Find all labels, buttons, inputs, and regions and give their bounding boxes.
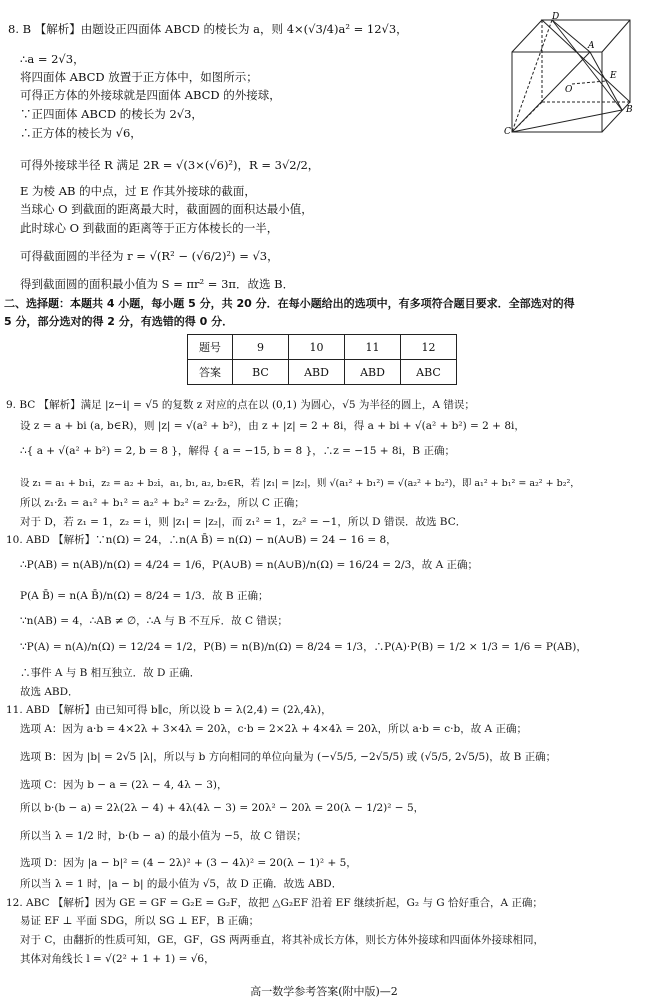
cube-back-edges bbox=[542, 20, 630, 102]
section-heading-cont: 5 分，部分选对的得 2 分，有选错的得 0 分． bbox=[4, 315, 234, 328]
q10-line-3: P(A B̄) = n(A B̄)/n(Ω) = 8/24 = 1/3．故 B 正确； bbox=[20, 590, 269, 602]
q8-line-11: 可得截面圆的半径为 r = √(R² − (√6/2)²) = √3， bbox=[20, 249, 279, 263]
q11-line-8: 所以当 λ = 1 时，|a − b| 的最小值为 √5，故 D 正确．故选 ABD． bbox=[20, 878, 343, 890]
q8-line-10: 此时球心 O 到截面的距离等于正方体棱长的一半， bbox=[20, 221, 279, 235]
q9-line-1: 9. BC 【解析】满足 |z−i| = √5 的复数 z 对应的点在以 (0,1) 为圆心，√5 为半径的圆上，A 错误； bbox=[6, 399, 475, 411]
table-cell: 11 bbox=[345, 335, 401, 360]
label-a: A bbox=[588, 41, 595, 51]
q11-line-7: 选项 D：因为 |a − b|² = (4 − 2λ)² + (3 − 4λ)² = 20(λ − 1)² + 5， bbox=[20, 857, 357, 869]
q8-line-12: 得到截面圆的面积最小值为 S = πr² = 3π．故选 B． bbox=[20, 277, 295, 291]
q12-line-3: 对于 C，由翻折的性质可知，GE，GF，GS 两两垂直，将其补成长方体，则长方体外接球和四面体外接球相同， bbox=[20, 934, 545, 946]
q8-line-7: 可得外接球半径 R 满足 2R = √(3×(√6)²)，R = 3√2/2， bbox=[20, 158, 320, 172]
tetra-edge-db bbox=[552, 20, 622, 110]
q10-line-5: ∵P(A) = n(A)/n(Ω) = 12/24 = 1/2，P(B) = n(B)/n(Ω) = 8/24 = 1/3，∴P(A)·P(B) = 1/2 × 1/3 = 1/6 = P(AB)， bbox=[20, 641, 587, 653]
q8-line-5: ∵正四面体 ABCD 的棱长为 2√3， bbox=[20, 107, 203, 121]
table-cell: 10 bbox=[289, 335, 345, 360]
q8-line-2: ∴a = 2√3， bbox=[20, 52, 85, 66]
label-c: C bbox=[504, 127, 511, 134]
table-cell: ABC bbox=[401, 360, 457, 385]
q10-line-4: ∵n(AB) = 4，∴AB ≠ ∅，∴A 与 B 不互斥．故 C 错误； bbox=[20, 615, 288, 627]
q11-line-4: 选项 C：因为 b − a = (2λ − 4, 4λ − 3)， bbox=[20, 779, 228, 791]
q8-line-9: 当球心 O 到截面的距离最大时，截面圆的面积达最小值， bbox=[20, 202, 313, 216]
q8-line-3: 将四面体 ABCD 放置于正方体中，如图所示； bbox=[20, 70, 258, 84]
cube-edge bbox=[512, 20, 542, 52]
page-footer: 高一数学参考答案(附中版)—2 bbox=[250, 985, 398, 998]
q11-line-5: 所以 b·(b − a) = 2λ(2λ − 4) + 4λ(4λ − 3) = 20λ² − 20λ = 20(λ − 1/2)² − 5， bbox=[20, 802, 425, 814]
table-cell: BC bbox=[233, 360, 289, 385]
q11-line-6: 所以当 λ = 1/2 时，b·(b − a) 的最小值为 −5，故 C 错误； bbox=[20, 830, 307, 842]
q12-line-1: 12. ABC 【解析】因为 GE = GF = G₂E = G₂F，故把 △G₂EF 沿着 EF 继续折起，G₂ 与 G 恰好重合，A 正确； bbox=[6, 897, 543, 909]
q9-line-5: 所以 z₁·z̄₁ = a₁² + b₁² = a₂² + b₂² = z₂·z̄₂，所以 C 正确； bbox=[20, 497, 305, 509]
q8-line-6: ∴正方体的棱长为 √6， bbox=[20, 126, 142, 140]
q11-line-3: 选项 B：因为 |b| = 2√5 |λ|，所以与 b 方向相同的单位向量为 (−√5/5, −2√5/5) 或 (√5/5, 2√5/5)，故 B 正确； bbox=[20, 751, 557, 763]
section-heading: 二、选择题：本题共 4 小题，每小题 5 分，共 20 分．在每小题给出的选项中，有多项符合题目要求．全部选对的得 bbox=[4, 297, 575, 310]
q8-line-1: 8. B 【解析】由题设正四面体 ABCD 的棱长为 a，则 4×(√3/4)a² = 12√3， bbox=[8, 22, 408, 36]
q11-line-1: 11. ABD 【解析】由已知可得 b∥c，所以设 b = λ(2,4) = (2λ,4λ)， bbox=[6, 704, 332, 716]
table-cell: 12 bbox=[401, 335, 457, 360]
q10-line-2: ∴P(AB) = n(AB)/n(Ω) = 4/24 = 1/6，P(A∪B) = n(A∪B)/n(Ω) = 16/24 = 2/3，故 A 正确； bbox=[20, 559, 479, 571]
tetra-edge-ca bbox=[512, 52, 590, 132]
cube-edge bbox=[602, 20, 630, 52]
table-cell: 9 bbox=[233, 335, 289, 360]
q12-line-4: 其体对角线长 l = √(2² + 1 + 1) = √6， bbox=[20, 953, 215, 965]
q12-line-2: 易证 EF ⊥ 平面 SDG，所以 SG ⊥ EF，B 正确； bbox=[20, 915, 260, 927]
q9-line-3: ∴{ a + √(a² + b²) = 2, b = 8 }，解得 { a = −15, b = 8 }，∴z = −15 + 8i，B 正确； bbox=[20, 445, 455, 457]
q9-line-4: 设 z₁ = a₁ + b₁i，z₂ = a₂ + b₂i，a₁, b₁, a₂, b₂∈R，若 |z₁| = |z₂|，则 √(a₁² + b₁²) = √(a₂² + b₂²)，即 a₁² + b₁² = a₂² + b₂²， bbox=[20, 478, 580, 489]
label-d: D bbox=[552, 12, 560, 22]
q8-line-8: E 为棱 AB 的中点，过 E 作其外接球的截面， bbox=[20, 184, 256, 198]
label-o: O bbox=[565, 85, 573, 95]
answer-table-answer-row bbox=[188, 360, 457, 385]
tetra-edge-ab bbox=[590, 52, 622, 110]
q9-line-2: 设 z = a + bi (a, b∈R)，则 |z| = √(a² + b²)，由 z + |z| = 2 + 8i，得 a + bi + √(a² + b²) = 2 + 8i， bbox=[20, 420, 525, 432]
table-cell: ABD bbox=[289, 360, 345, 385]
q9-line-6: 对于 D，若 z₁ = 1，z₂ = i，则 |z₁| = |z₂|，而 z₁² = 1，z₂² = −1，所以 D 错误．故选 BC． bbox=[20, 516, 467, 528]
cube-tetrahedron-figure bbox=[502, 12, 640, 134]
table-cell: 答案 bbox=[188, 360, 233, 385]
table-cell: 题号 bbox=[188, 335, 233, 360]
table-cell: ABD bbox=[345, 360, 401, 385]
q10-line-6: ∴事件 A 与 B 相互独立．故 D 正确． bbox=[20, 667, 201, 679]
q10-line-7: 故选 ABD． bbox=[20, 686, 79, 698]
label-b: B bbox=[626, 105, 633, 115]
answer-table bbox=[187, 334, 457, 385]
q10-line-1: 10. ABD 【解析】∵n(Ω) = 24，∴n(A B̄) = n(Ω) − n(A∪B) = 24 − 16 = 8， bbox=[6, 534, 397, 546]
answer-table-header-row bbox=[188, 335, 457, 360]
q8-line-4: 可得正方体的外接球就是四面体 ABCD 的外接球， bbox=[20, 88, 281, 102]
tetra-edge-dc bbox=[512, 20, 552, 132]
q11-line-2: 选项 A：因为 a·b = 4×2λ + 3×4λ = 20λ，c·b = 2×2λ + 4×4λ = 20λ，所以 a·b = c·b，故 A 正确； bbox=[20, 723, 527, 735]
label-e: E bbox=[610, 71, 617, 81]
